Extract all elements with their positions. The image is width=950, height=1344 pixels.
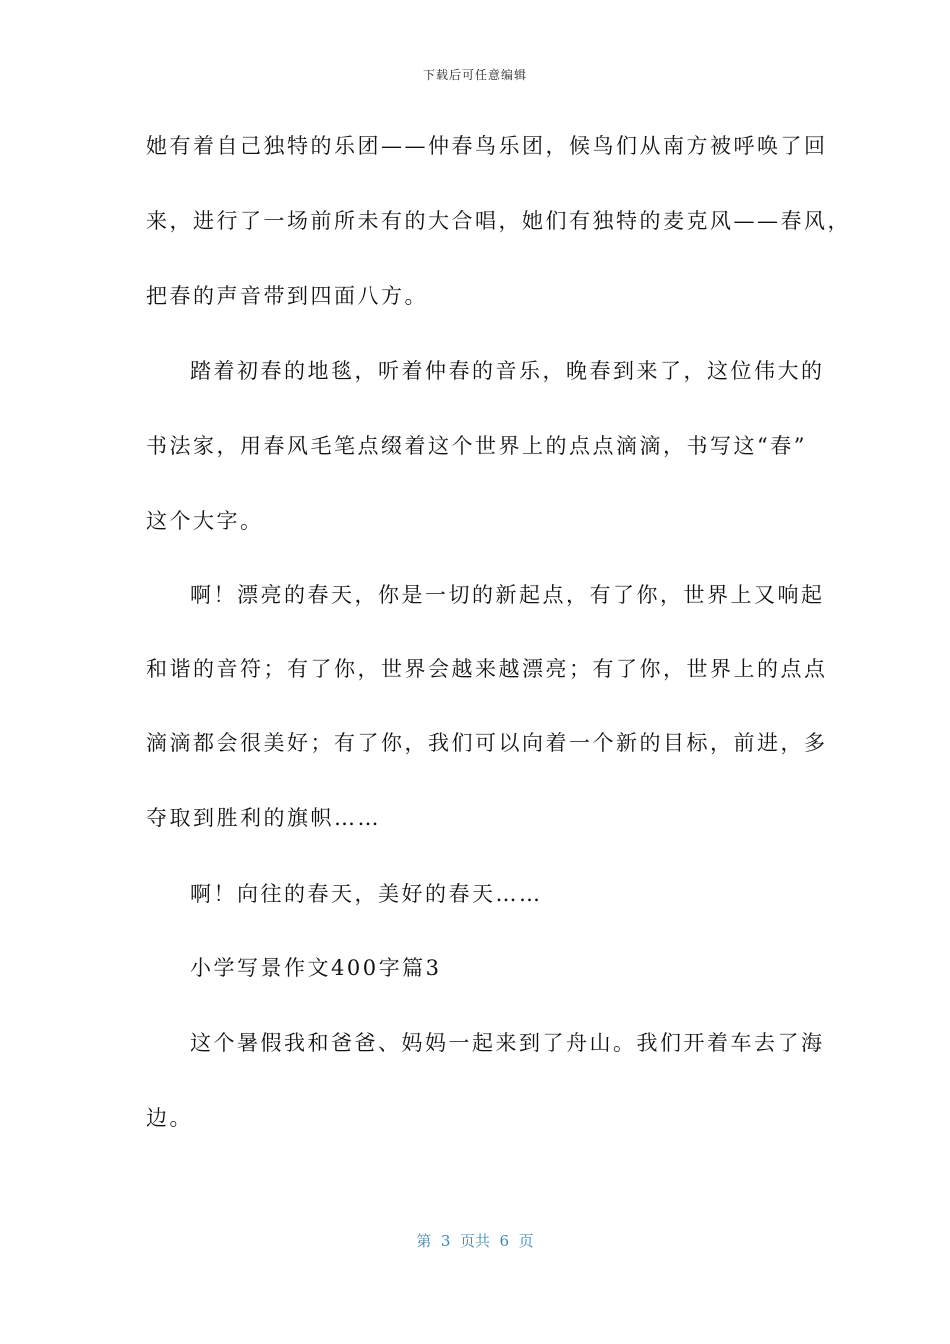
text-line: 滴滴都会很美好；有了你，我们可以向着一个新的目标，前进，多 xyxy=(146,731,828,755)
text-line: 和谐的音符；有了你，世界会越来越漂亮；有了你，世界上的点点 xyxy=(146,657,828,681)
text-line: 边。 xyxy=(146,1106,193,1130)
text-line: 这个大字。 xyxy=(146,509,264,533)
section-heading: 小学写景作文400字篇3 xyxy=(190,956,442,980)
page-footer: 第 3 页共 6 页 xyxy=(416,1232,534,1250)
text-line: 把春的声音带到四面八方。 xyxy=(146,284,428,308)
text-line: 啊！向往的春天，美好的春天…… xyxy=(190,882,543,906)
text-line: 她有着自己独特的乐团——仲春鸟乐团，候鸟们从南方被呼唤了回 xyxy=(146,134,828,158)
text-line: 啊！漂亮的春天，你是一切的新起点，有了你，世界上又响起 xyxy=(190,583,825,607)
text-line: 夺取到胜利的旗帜…… xyxy=(146,806,381,830)
text-line: 书法家，用春风毛笔点缀着这个世界上的点点滴滴，书写这“春” xyxy=(146,434,807,458)
text-line: 来，进行了一场前所未有的大合唱，她们有独特的麦克风——春风， xyxy=(146,209,851,233)
page-header: 下载后可任意编辑 xyxy=(422,68,527,82)
text-line: 这个暑假我和爸爸、妈妈一起来到了舟山。我们开着车去了海 xyxy=(190,1031,825,1055)
text-line: 踏着初春的地毯，听着仲春的音乐，晚春到来了，这位伟大的 xyxy=(190,359,825,383)
